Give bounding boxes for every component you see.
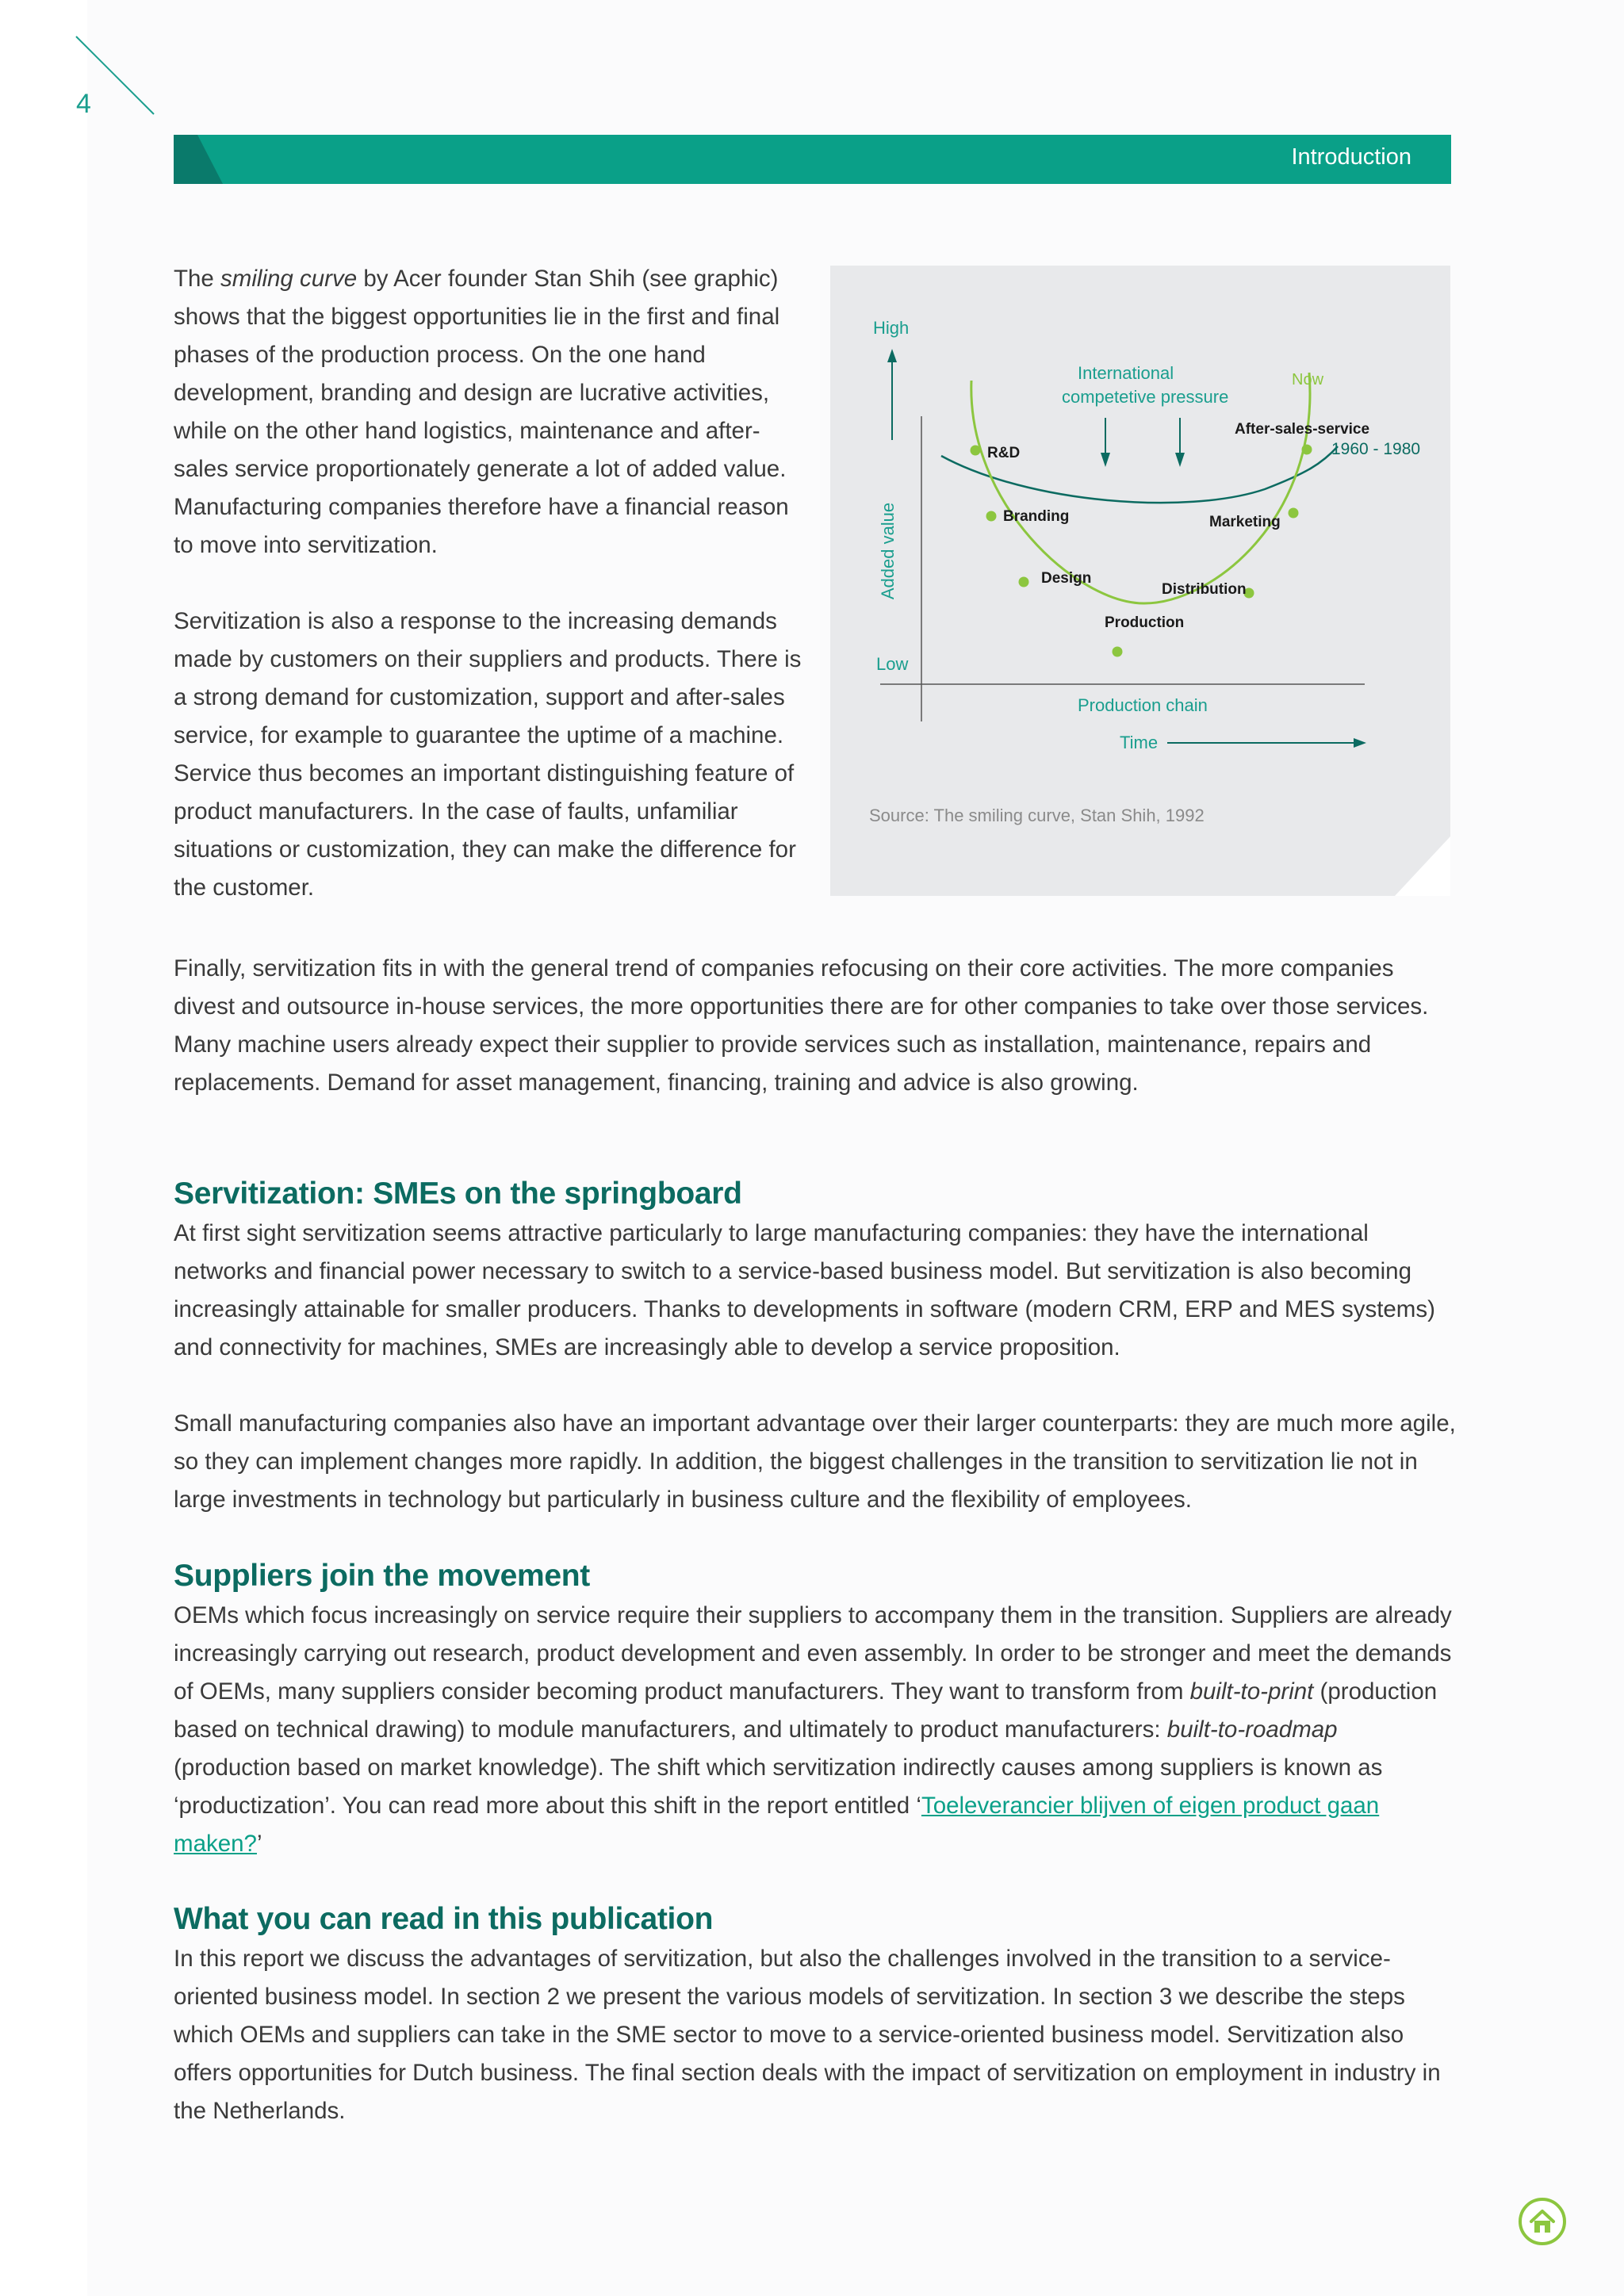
y-axis-arrowhead — [887, 349, 897, 362]
publication-paragraph: In this report we discuss the advantages of servitization, but also the challenges involved in the transition to a service-oriented business model. In section 2 we present the various models of servitization. In section 3 we describe the steps which OEMs and suppliers can take in the SME sector to move to a service-oriented business model. Servitization also offers opportunities for Dutch business. The final section deals with the impact of servitization on employment in industry in the Netherlands. — [174, 1946, 1441, 2124]
header-accent-shape — [174, 135, 237, 184]
point-branding — [986, 511, 997, 522]
section-smes — [174, 1173, 1458, 1519]
point-marketing — [1289, 508, 1299, 519]
point-after-sales — [1302, 445, 1312, 455]
smiling-curve-chart — [830, 266, 1450, 896]
y-high-label: High — [873, 318, 910, 338]
time-arrowhead — [1354, 738, 1366, 748]
section-suppliers — [174, 1556, 1458, 1863]
header-bar — [174, 135, 1451, 184]
intro-paragraph-2: Servitization is also a response to the increasing demands made by customers on their suppliers and products. There is a strong demand for customization, support and after-sales service, for example to guarantee the uptime of a machine. Service thus becomes an important distinguishing feature of product manufacturers. In the case of faults, unfamiliar situations or customization, they can make the difference for the customer. — [174, 608, 802, 901]
heading-publication: What you can read in this publication — [174, 1902, 714, 1936]
point-rnd — [971, 446, 981, 456]
section-title: Introduction — [1291, 144, 1411, 170]
label-production: Production — [1105, 614, 1185, 631]
pressure-arrowhead-1 — [1101, 453, 1110, 467]
point-production — [1113, 647, 1123, 657]
legend-1960-1980: 1960 - 1980 — [1331, 440, 1421, 458]
point-design — [1019, 577, 1029, 587]
y-axis-title: Added value — [878, 502, 898, 600]
chart-canvas — [830, 266, 1450, 896]
x-axis-title: Production chain — [1078, 695, 1208, 715]
page-number: 4 — [76, 89, 91, 119]
heading-smes: Servitization: SMEs on the springboard — [174, 1177, 742, 1211]
suppliers-paragraph: OEMs which focus increasingly on service require their suppliers to accompany them in the transition. Suppliers are already increasingly carrying out research, product development and even assembly. In order to be stronger and meet the demands of OEMs, many suppliers consider becoming product manufacturers. They want to transform from built-to-print (production based on technical drawing) to module manufacturers, and ultimately to product manufacturers: built-to-roadmap (production based on market knowledge). The shift which servitization indirectly causes among suppliers is known as ‘productization’. You can read more about this shift in the report entitled ‘Toeleverancier blijven of eigen product gaan maken?’ — [174, 1602, 1452, 1857]
section-publication — [174, 1899, 1458, 2130]
intro-paragraph-3-block — [174, 950, 1458, 1102]
chart-source: Source: The smiling curve, Stan Shih, 1992 — [869, 806, 1205, 825]
legend-now: Now — [1292, 371, 1324, 388]
heading-suppliers: Suppliers join the movement — [174, 1559, 590, 1593]
y-low-label: Low — [876, 654, 909, 674]
label-design: Design — [1041, 570, 1092, 587]
time-label: Time — [1120, 733, 1159, 752]
home-icon[interactable] — [1518, 2197, 1567, 2246]
smes-paragraph-2: Small manufacturing companies also have an important advantage over their larger counterparts: they are much more agile, so they can implement changes more rapidly. In addition, the biggest challenges in the transition to servitization lie not in large investments in technology but particularly in business culture and the flexibility of employees. — [174, 1410, 1456, 1513]
label-marketing: Marketing — [1209, 514, 1281, 530]
label-branding: Branding — [1003, 508, 1070, 525]
annotation-line-1: International — [1078, 363, 1174, 383]
label-rnd: R&D — [987, 445, 1021, 461]
intro-paragraph-3: Finally, servitization fits in with the general trend of companies refocusing on their core activities. The more companies divest and outsource in-house services, the more opportunities there are for other companies to take over those services. Many machine users already expect their supplier to provide services such as installation, maintenance, repairs and replacements. Demand for asset management, financing, training and advice is also growing. — [174, 955, 1429, 1096]
smes-paragraph-1: At first sight servitization seems attractive particularly to large manufacturing companies: they have the international networks and financial power necessary to switch to a service-based business model. But servitization is also becoming increasingly attainable for smaller producers. Thanks to developments in software (modern CRM, ERP and MES systems) and connectivity for machines, SMEs are increasingly able to develop a service proposition. — [174, 1220, 1435, 1360]
report-link[interactable]: Toeleverancier blijven of eigen product gaan maken? — [174, 1793, 1380, 1857]
label-after-sales: After-sales-service — [1235, 421, 1370, 438]
intro-paragraph-1: The smiling curve by Acer founder Stan Shih (see graphic) shows that the biggest opportunities lie in the first and final phases of the production process. On the one hand development, branding and design are lucrative activities, while on the other hand logistics, maintenance and after-sales service proportionately generate a lot of added value. Manufacturing companies therefore have a financial reason to move into servitization. — [174, 266, 789, 558]
annotation-line-2: competetive pressure — [1062, 387, 1229, 407]
intro-column — [174, 260, 808, 907]
panel-corner-cut — [1395, 836, 1450, 896]
pressure-arrowhead-2 — [1175, 453, 1185, 467]
label-distribution: Distribution — [1162, 581, 1247, 598]
